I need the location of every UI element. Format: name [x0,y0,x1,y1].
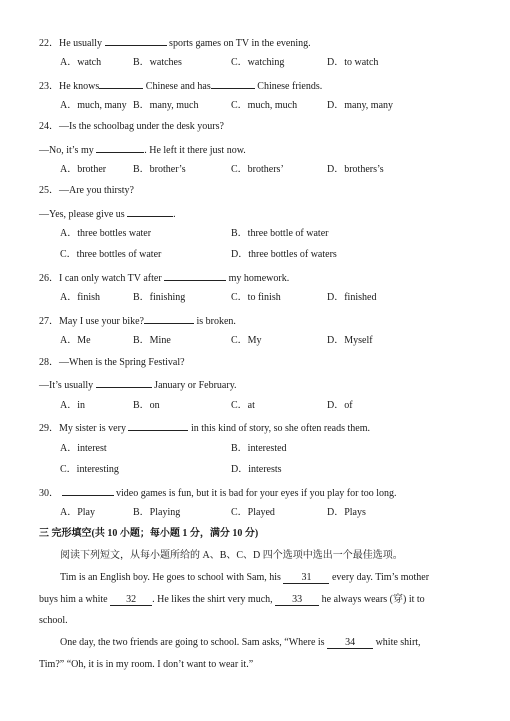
answer-blank [96,378,152,388]
question-text: my homework. [228,273,290,284]
question-number: 26 [39,273,49,284]
option: A．watch [60,57,102,68]
option: B．brother’s [133,164,186,175]
question-text: My sister is very [59,423,126,434]
option: A．three bottles water [60,228,152,239]
option: B．finishing [133,292,186,303]
option: A．much, many [60,100,127,111]
option: B．watches [133,57,182,68]
question-text: He knows [59,81,100,92]
answer-blank [105,36,167,46]
question-25-reply [39,207,176,221]
option: A．interest [60,443,107,454]
question-text: Chinese friends. [257,81,323,92]
option: D．many, many [327,100,394,111]
option: D．brothers’s [327,164,384,175]
option: C．at [231,400,255,411]
question-number: 30 [39,488,49,499]
answer-blank [62,486,114,496]
question-26: 26．I can only watch TV after my homework. [39,273,290,284]
question-text: Chinese and has [145,81,211,92]
answer-blank [96,143,144,153]
question-number: 23 [39,81,49,92]
question-text: —Yes, please give us [39,209,125,220]
question-number: 22 [39,38,49,49]
question-text: video games is fun, but it is bad for your eyes if you play for too long. [116,488,397,499]
answer-blank [99,79,143,89]
question-29: 29．My sister is very in this kind of story, so she often reads them. [39,423,371,434]
option: B．Mine [133,335,171,346]
question-text: . He left it there just now. [144,145,246,156]
question-number: 25 [39,185,49,196]
option: D．three bottles of waters [231,249,337,260]
option: A．finish [60,292,100,303]
option: D．finished [327,292,377,303]
section-heading: 三 完形填空(共 10 小题；每小题 1 分，满分 10 分) [39,528,259,539]
option: B．on [133,400,160,411]
answer-blank [144,314,194,324]
question-28-reply [39,378,237,392]
numbered-blank: 33 [275,594,319,606]
question-24-reply [39,143,246,157]
option: C．My [231,335,262,346]
answer-blank [127,207,173,217]
option: C．to finish [231,292,281,303]
question-28: 28．—When is the Spring Festival? [39,357,185,368]
question-text: . [173,209,176,220]
question-27: 27．May I use your bike? is broken. [39,316,236,327]
option: A．Play [60,507,95,518]
question-text: —Are you thirsty? [59,185,134,196]
option: B．interested [231,443,287,454]
question-text: —When is the Spring Festival? [59,357,185,368]
numbered-blank: 32 [110,594,152,606]
question-25: 25．—Are you thirsty? [39,185,134,196]
option: D．to watch [327,57,379,68]
question-text: in this kind of story, so she often reads them. [190,423,371,434]
option: A．brother [60,164,107,175]
question-number: 24 [39,121,49,132]
question-number: 28 [39,357,49,368]
question-text: I can only watch TV after [59,273,162,284]
option: A．Me [60,335,91,346]
option: C．much, much [231,100,298,111]
option: C．three bottles of water [60,249,162,260]
question-text: January or February. [154,380,237,391]
option: D．interests [231,464,282,475]
answer-blank [164,271,226,281]
passage-line: Tim is an English boy. He goes to school with Sam, his 31 every day. Tim’s mother [60,572,430,583]
numbered-blank: 34 [327,637,373,649]
question-text: sports games on TV in the evening. [169,38,311,49]
question-text: May I use your bike? [59,316,144,327]
option: B．many, much [133,100,199,111]
option: A．in [60,400,85,411]
passage-line: One day, the two friends are going to school. Sam asks, “Where is 34 white shirt, [60,637,421,648]
option: B．Playing [133,507,181,518]
question-text: —No, it’s my [39,145,94,156]
question-text: —It’s usually [39,380,94,391]
answer-blank [128,421,188,431]
question-24: 24．—Is the schoolbag under the desk yours? [39,121,224,132]
question-23: 23．He knows Chinese and has Chinese friends. [39,81,323,92]
option: C．brothers’ [231,164,284,175]
option: B．three bottle of water [231,228,329,239]
passage-line: Tim?” “Oh, it is in my room. I don’t want to wear it.” [39,659,254,670]
question-22: 22．He usually sports games on TV in the evening. [39,38,311,49]
question-text: is broken. [196,316,236,327]
option: D．Plays [327,507,366,518]
passage-line: school. [39,615,68,626]
answer-blank [211,79,255,89]
question-text: He usually [59,38,103,49]
question-number: 29 [39,423,49,434]
passage-line: buys him a white 32 . He likes the shirt very much, 33 he always wears (穿) it to [39,594,425,605]
question-30: 30． video games is fun, but it is bad for your eyes if you play for too long. [39,488,397,499]
section-instruction: 阅读下列短文，从每小题所给的 A、B、C、D 四个选项中选出一个最佳选项。 [60,550,403,561]
option: C．watching [231,57,285,68]
option: D．Myself [327,335,373,346]
question-number: 27 [39,316,49,327]
option: D．of [327,400,353,411]
question-text: —Is the schoolbag under the desk yours? [59,121,224,132]
option: C．interesting [60,464,119,475]
option: C．Played [231,507,275,518]
numbered-blank: 31 [283,572,329,584]
